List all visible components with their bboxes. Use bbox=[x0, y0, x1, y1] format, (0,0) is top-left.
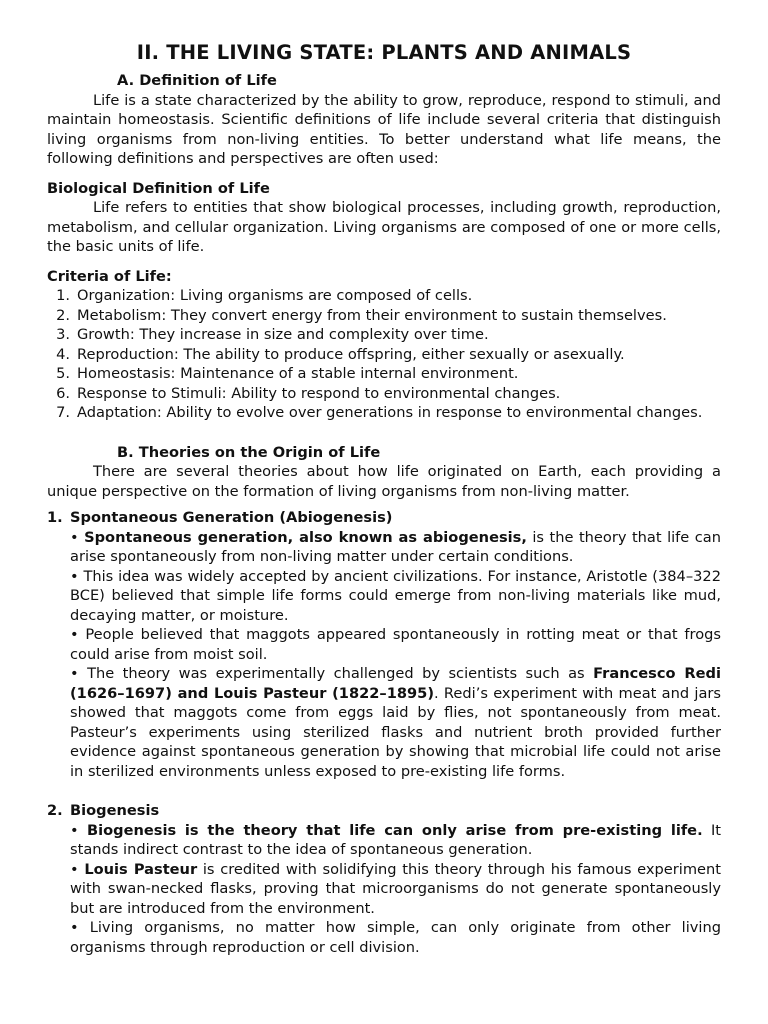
list-number: 5. bbox=[56, 365, 70, 382]
theory-1-number: 1. bbox=[47, 509, 63, 526]
bullet-text: is credited with solidifying this theory through his famous experiment with swan-necked flasks, proving that microorganisms do not generate spontaneously but are introduced from the environment. bbox=[70, 860, 722, 917]
bullet-text: is the theory that life can arise spontaneously from non-living matter under certain conditions. bbox=[70, 528, 721, 565]
bullet-bold-text: Spontaneous generation, also known as abiogenesis, bbox=[84, 528, 527, 546]
list-text: Growth: They increase in size and complexity over time. bbox=[77, 326, 489, 343]
list-number: 2. bbox=[56, 306, 70, 324]
criteria-list bbox=[47, 286, 721, 423]
bullet-bold-text: Biogenesis is the theory that life can only arise from pre-existing life. bbox=[86, 821, 703, 839]
list-item bbox=[47, 364, 721, 384]
bullet-text: The theory was experimentally challenged by scientists such as bbox=[87, 665, 594, 682]
theory-2-bullet-2 bbox=[70, 860, 721, 919]
bullet-text: This idea was widely accepted by ancient civilizations. For instance, Aristotle (384–322 BCE) believed that simple life forms could emerge from non-living materials like mud, decaying matter, or moisture. bbox=[70, 567, 721, 624]
list-number: 6. bbox=[56, 384, 70, 402]
theory-2-bullet-1 bbox=[70, 821, 721, 860]
bullet-mark: • bbox=[70, 821, 79, 839]
list-text: Organization: Living organisms are composed of cells. bbox=[77, 287, 473, 304]
bullet-text: Living organisms, no matter how simple, can only originate from other living organisms through reproduction or cell division. bbox=[70, 919, 721, 956]
bio-definition-text: Life refers to entities that show biological processes, including growth, reproduction, metabolism, and cellular organization. Living organisms are composed of one or more cells, the basic units of life. bbox=[47, 199, 721, 255]
section-b-intro: There are several theories about how life originated on Earth, each providing a unique perspective on the formation of living organisms from non-living matter. bbox=[47, 463, 721, 500]
section-a-heading: A. Definition of Life bbox=[117, 72, 277, 89]
list-text: Adaptation: Ability to evolve over generations in response to environmental changes. bbox=[77, 404, 703, 421]
bullet-text: People believed that maggots appeared spontaneously in rotting meat or that frogs could arise from moist soil. bbox=[70, 626, 722, 663]
list-item bbox=[47, 325, 721, 345]
list-item bbox=[47, 286, 721, 306]
list-number: 7. bbox=[56, 404, 70, 421]
list-item bbox=[47, 384, 721, 404]
list-item bbox=[47, 403, 721, 423]
theory-2-heading bbox=[47, 801, 721, 821]
section-b-heading: B. Theories on the Origin of Life bbox=[117, 443, 381, 461]
criteria-heading: Criteria of Life: bbox=[47, 267, 172, 285]
bullet-mark: • bbox=[70, 626, 79, 643]
bullet-text: . Redi’s experiment with meat and jars showed that maggots come from eggs laid by flies, not spontaneously from meat. Pasteur’s experiments using sterilized flasks and nutrient broth provided further evidence against spontaneous generation by showing that microbial life could not arise in sterilized environments unless exposed to pre-existing life forms. bbox=[70, 684, 722, 780]
theory-1-bullet-3 bbox=[70, 625, 721, 664]
list-text: Reproduction: The ability to produce offspring, either sexually or asexually. bbox=[77, 345, 625, 363]
theory-1-bullet-1 bbox=[70, 528, 721, 567]
theory-2-number: 2. bbox=[47, 802, 63, 819]
theory-2-title: Biogenesis bbox=[70, 802, 160, 819]
page-title: II. THE LIVING STATE: PLANTS AND ANIMALS bbox=[136, 41, 632, 64]
list-item bbox=[47, 345, 721, 365]
list-item bbox=[47, 306, 721, 326]
bullet-mark: • bbox=[70, 860, 79, 878]
bullet-text: It stands indirect contrast to the idea of spontaneous generation. bbox=[70, 821, 721, 858]
bullet-mark: • bbox=[70, 665, 79, 682]
theory-1-bullet-2 bbox=[70, 567, 721, 626]
list-number: 3. bbox=[56, 326, 70, 343]
list-text: Metabolism: They convert energy from their environment to sustain themselves. bbox=[77, 306, 667, 324]
theory-1-bullet-4 bbox=[70, 664, 721, 781]
bullet-bold-text: Francesco Redi (1626–1697) and Louis Pasteur (1822–1895) bbox=[70, 665, 722, 702]
section-a-intro: Life is a state characterized by the ability to grow, reproduce, respond to stimuli, and maintain homeostasis. Scientific definitions of life include several criteria that distinguish living organisms from non-living entities. To better understand what life means, the following definitions and perspectives are often used: bbox=[47, 91, 721, 167]
bullet-mark: • bbox=[70, 919, 79, 936]
theory-2-bullet-3 bbox=[70, 918, 721, 957]
list-number: 4. bbox=[56, 345, 70, 363]
list-text: Response to Stimuli: Ability to respond to environmental changes. bbox=[77, 384, 561, 402]
list-text: Homeostasis: Maintenance of a stable internal environment. bbox=[77, 365, 519, 382]
bio-definition-heading: Biological Definition of Life bbox=[47, 179, 270, 197]
bullet-mark: • bbox=[70, 528, 79, 546]
bullet-bold-text: Louis Pasteur bbox=[84, 860, 198, 878]
bullet-mark: • bbox=[70, 567, 79, 585]
theory-1-title: Spontaneous Generation (Abiogenesis) bbox=[70, 509, 393, 526]
list-number: 1. bbox=[56, 287, 70, 304]
theory-1-heading bbox=[47, 508, 721, 528]
